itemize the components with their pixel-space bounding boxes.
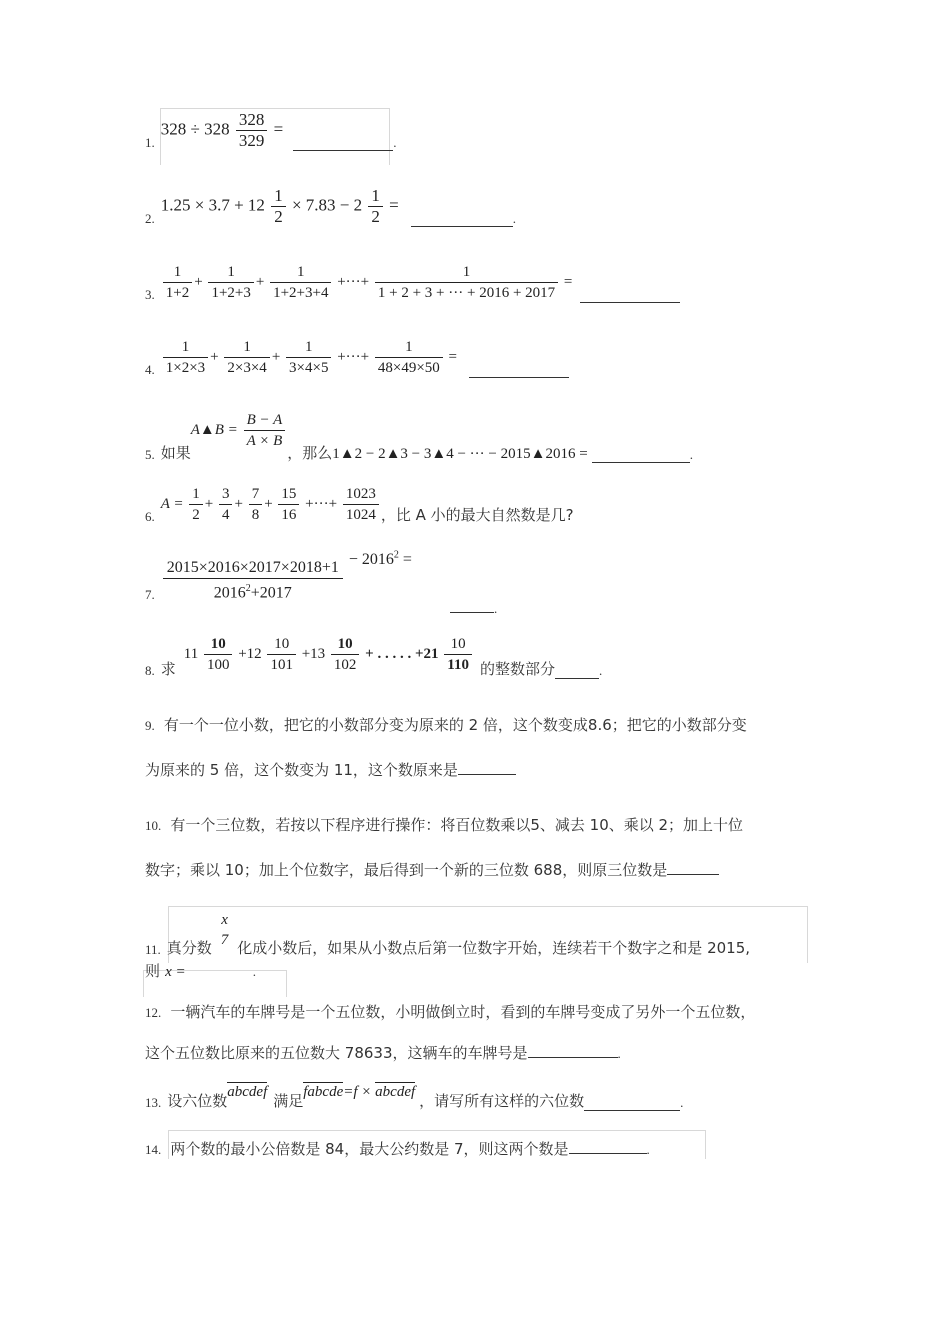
answer-blank[interactable]: [411, 212, 513, 227]
fraction: $\frac{328}{329}$: [236, 110, 268, 151]
problem-number: 13.: [145, 1095, 162, 1110]
overlined-number: abcdef: [227, 1084, 268, 1100]
problem-10: 10. 有一个三位数，若按以下程序进行操作：将百位数乘以5、减去 10、乘以 2；加上十位 数字；乘以 10；加上个位数字，最后得到一个新的三位数 688，则原三位数是: [145, 816, 744, 879]
math-expression: fabcde=f × abcdef: [303, 1084, 416, 1100]
problem-number: 2.: [145, 211, 155, 226]
answer-blank[interactable]: [528, 1043, 618, 1058]
math-expression: $\frac{2015\times 2016\times 2017\times 2018+1}{2016^2+2017}$ − $2016^2$ =: [161, 558, 412, 603]
problem-1: 1. 328 ÷ 328 $\frac{328}{329}$ = .: [145, 110, 397, 150]
problem-7: 7. $\frac{2015\times 2016\times 2017\times 2018+1}{2016^2+2017}$ − $2016^2$ = .: [145, 550, 498, 616]
math-expression: 11 $\frac{10}{100}$ +12 $\frac{10}{101}$ +13 $\frac{10}{102}$ + . . . . . +21 $\frac{10}{110}$: [184, 634, 474, 675]
math-expression: 1.25 × 3.7 + 12 $\frac{1}{2}$ × 7.83 − 2 $\frac{1}{2}$ =: [160, 186, 399, 226]
problem-5: 5. 如果 A▲B = $\frac{B - A}{A \times B}$ ，那么 1▲2 − 2▲3 − 3▲4 − ··· − 2015▲2016 = .: [145, 412, 693, 462]
math-expression: $\frac{1}{1+2}$ + $\frac{1}{1+2+3}$ + $\frac{1}{1+2+3+4}$ +···+ $\frac{1}{1 + 2 + 3 + \cdot\cdot\cdot + 2016 + 2017}$ =: [161, 262, 573, 303]
answer-blank[interactable]: [469, 363, 569, 378]
answer-blank[interactable]: [458, 760, 516, 775]
answer-blank[interactable]: [580, 288, 680, 303]
problem-3: [145, 262, 680, 303]
problem-number: 1.: [145, 135, 155, 150]
problem-number: 8.: [145, 663, 155, 678]
problem-13: 13. 设六位数 abcdef 满足 fabcde=f × abcdef ，请写所有这样的六位数 .: [145, 1084, 684, 1110]
answer-blank[interactable]: [569, 1139, 647, 1154]
problem-number: 6.: [145, 509, 155, 524]
math-expression: A = $\frac{1}{2}$ + $\frac{3}{4}$ + $\frac{7}{8}$ + $\frac{15}{16}$ +···+ $\frac{1023}{1024}$: [161, 484, 381, 525]
problem-9: 9. 有一个一位小数，把它的小数部分变为原来的 2 倍，这个数变成8.6；把它的小数部分变 为原来的 5 倍，这个数变为 11，这个数原来是: [145, 716, 747, 779]
problem-number: 3.: [145, 287, 155, 302]
problem-8: 8. 求 11 $\frac{10}{100}$ +12 $\frac{10}{101}$ +13 $\frac{10}{102}$ + . . . . . +21 $\frac{10}{110}$ 的整数部分 .: [145, 636, 603, 678]
problem-4: [145, 337, 569, 378]
answer-blank[interactable]: [584, 1096, 680, 1111]
problem-14: 14. 两个数的最小公倍数是 84，最大公约数是 7，则这两个数是 .: [145, 1140, 650, 1158]
problem-6: 6. A = $\frac{1}{2}$ + $\frac{3}{4}$ + $\frac{7}{8}$ + $\frac{15}{16}$ +···+ $\frac{1023}{1024}$ ，比 A 小的最大自然数是几?: [145, 486, 574, 524]
problem-number: 12.: [145, 1005, 162, 1020]
problem-number: 5.: [145, 447, 155, 462]
answer-blank[interactable]: [555, 664, 599, 679]
answer-blank[interactable]: [450, 598, 494, 613]
problem-11: 11. 真分数 x 7 化成小数后，如果从小数点后第一位数字开始，连续若干个数字之和是 2015, 则 x = .: [145, 912, 751, 980]
problem-12: 12. 一辆汽车的车牌号是一个五位数，小明做倒立时，看到的车牌号变成了另外一个五位数， 这个五位数比原来的五位数大 78633，这辆车的车牌号是 .: [145, 1003, 756, 1062]
math-expression: A▲B = $\frac{B - A}{A \times B}$: [191, 410, 287, 451]
math-expression: 328 ÷ 328 $\frac{328}{329}$ =: [160, 110, 284, 150]
problem-number: 14.: [145, 1142, 162, 1157]
problem-number: 7.: [145, 587, 155, 603]
answer-blank[interactable]: [667, 860, 719, 875]
answer-blank[interactable]: [592, 448, 690, 463]
fraction: x 7: [220, 912, 229, 948]
math-expression: $\frac{1}{1\times 2\times 3}$ + $\frac{1}{2\times 3\times 4}$ + $\frac{1}{3\times 4\times 5}$ +···+ $\frac{1}{48\times 49\times 50}$ =: [161, 337, 457, 378]
answer-blank[interactable]: [293, 136, 393, 151]
problem-number: 4.: [145, 362, 155, 377]
problem-number: 10.: [145, 818, 162, 833]
problem-number: 9.: [145, 718, 155, 733]
problem-number: 11.: [145, 942, 161, 957]
problem-2: 2. 1.25 × 3.7 + 12 $\frac{1}{2}$ × 7.83 − 2 $\frac{1}{2}$ = .: [145, 186, 516, 226]
